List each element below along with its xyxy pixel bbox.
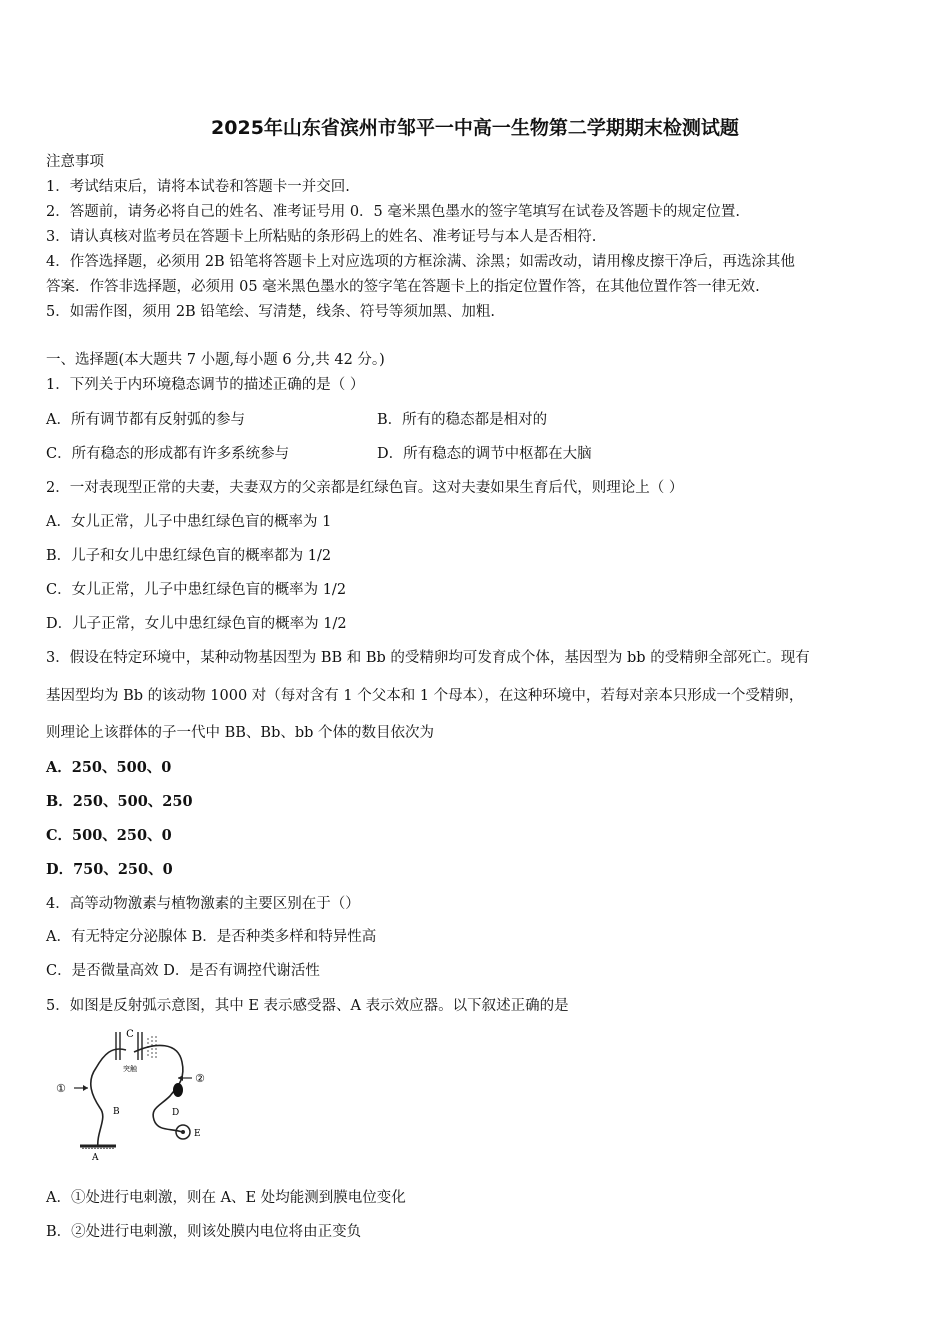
q2-option-a: A．女儿正常，儿子中患红绿色盲的概率为 1 — [46, 514, 332, 530]
reflex-arc-diagram — [52, 1024, 222, 1164]
label-a: A — [92, 1153, 99, 1163]
notice-heading: 注意事项 — [46, 154, 104, 170]
notice-item-3: 3．请认真核对监考员在答题卡上所粘贴的条形码上的姓名、准考证号与本人是否相符. — [46, 229, 597, 245]
q1-option-b: B．所有的稳态都是相对的 — [377, 412, 548, 428]
q1-stem: 1．下列关于内环境稳态调节的描述正确的是（ ） — [46, 377, 365, 393]
neuron-b-path — [91, 1049, 126, 1148]
q1-option-a: A．所有调节都有反射弧的参与 — [46, 412, 245, 428]
q2-stem: 2．一对表现型正常的夫妻，夫妻双方的父亲都是红绿色盲。这对夫妻如果生育后代，则理论上（ ） — [46, 480, 684, 496]
label-d: D — [172, 1108, 180, 1118]
notice-item-1: 1．考试结束后，请将本试卷和答题卡一并交回. — [46, 179, 350, 195]
label-e: E — [194, 1129, 201, 1139]
q5-option-a: A．①处进行电刺激，则在 A、E 处均能测到膜电位变化 — [46, 1190, 406, 1206]
label-point-2: ② — [195, 1072, 205, 1085]
notice-item-2: 2．答题前，请务必将自己的姓名、准考证号用 0．5 毫米黑色墨水的签字笔填写在试卷及答题卡的规定位置. — [46, 204, 740, 220]
q3-option-a: A．250、500、0 — [46, 759, 172, 776]
cell-body — [173, 1083, 183, 1097]
q2-option-b: B．儿子和女儿中患红绿色盲的概率都为 1/2 — [46, 548, 332, 564]
q4-stem: 4．高等动物激素与植物激素的主要区别在于（） — [46, 896, 360, 912]
q2-option-d: D．儿子正常，女儿中患红绿色盲的概率为 1/2 — [46, 616, 347, 632]
q4-options-ab: A．有无特定分泌腺体 B．是否种类多样和特异性高 — [46, 929, 377, 945]
label-c: C — [126, 1029, 134, 1040]
label-synapse: 突触 — [123, 1065, 137, 1073]
q3-stem-line-2: 基因型均为 Bb 的该动物 1000 对（每对含有 1 个父本和 1 个母本），在这种环境中，若每对亲本只形成一个受精卵， — [46, 688, 804, 704]
notice-item-4-cont: 答案．作答非选择题，必须用 05 毫米黑色墨水的签字笔在答题卡上的指定位置作答，在其他位置作答一律无效. — [46, 279, 760, 295]
q3-option-c: C．500、250、0 — [46, 827, 172, 844]
q3-stem-line-1: 3．假设在特定环境中，某种动物基因型为 BB 和 Bb 的受精卵均可发育成个体，基因型为 bb 的受精卵全部死亡。现有 — [46, 650, 810, 666]
notice-item-4: 4．作答选择题，必须用 2B 铅笔将答题卡上对应选项的方框涂满、涂黑；如需改动，请用橡皮擦干净后，再选涂其他 — [46, 254, 795, 270]
q5-stem: 5．如图是反射弧示意图，其中 E 表示感受器、A 表示效应器。以下叙述正确的是 — [46, 998, 569, 1014]
label-point-1: ① — [56, 1082, 66, 1095]
q2-option-c: C．女儿正常，儿子中患红绿色盲的概率为 1/2 — [46, 582, 347, 598]
q3-option-b: B．250、500、250 — [46, 793, 193, 810]
q1-option-c: C．所有稳态的形成都有许多系统参与 — [46, 446, 290, 462]
q5-option-b: B．②处进行电刺激，则该处膜内电位将由正变负 — [46, 1224, 362, 1240]
q4-options-cd: C．是否微量高效 D．是否有调控代谢活性 — [46, 963, 320, 979]
label-b: B — [113, 1107, 120, 1117]
notice-item-5: 5．如需作图，须用 2B 铅笔绘、写清楚，线条、符号等须加黑、加粗. — [46, 304, 495, 320]
page-title: 2025年山东省滨州市邹平一中高一生物第二学期期末检测试题 — [211, 117, 739, 139]
q3-stem-line-3: 则理论上该群体的子一代中 BB、Bb、bb 个体的数目依次为 — [46, 725, 435, 741]
q3-option-d: D．750、250、0 — [46, 861, 173, 878]
section-heading: 一、选择题(本大题共 7 小题,每小题 6 分,共 42 分。) — [46, 352, 385, 368]
q1-option-d: D．所有稳态的调节中枢都在大脑 — [377, 446, 592, 462]
